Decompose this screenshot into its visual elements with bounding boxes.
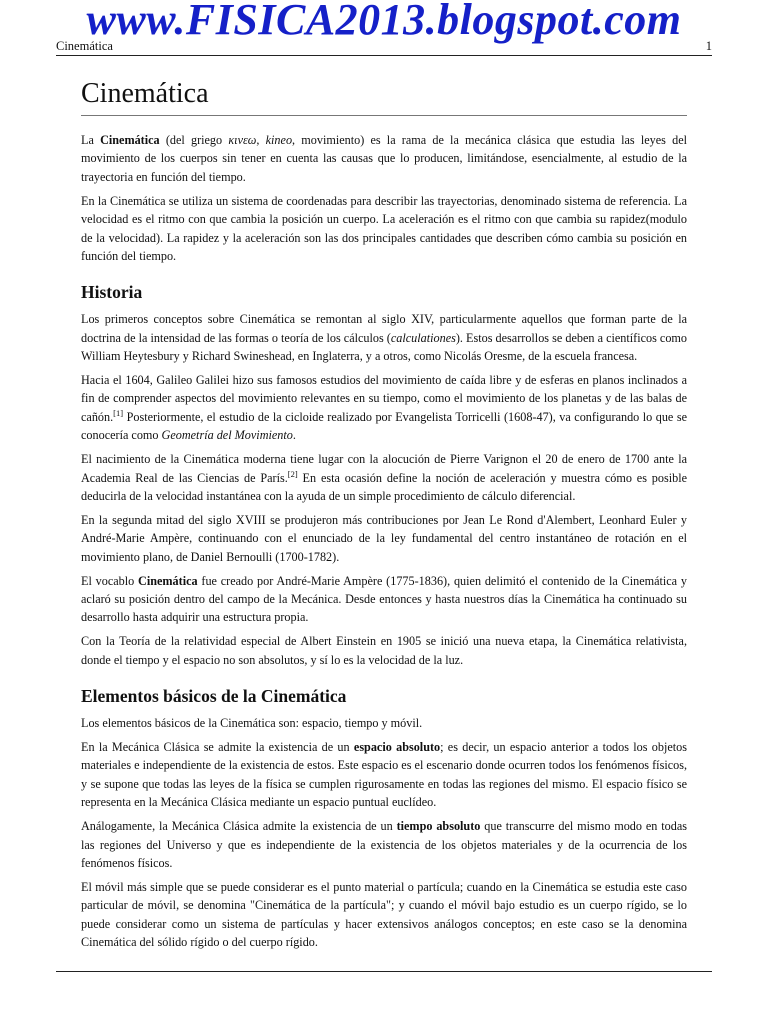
historia-paragraph-6: [81, 632, 687, 669]
header-divider: [56, 55, 712, 56]
text-run: La: [81, 133, 101, 147]
bold-term: Cinemática: [138, 573, 198, 588]
text-run: El móvil más simple que se puede considerar es el punto material o partícula; cuando en la Cinemática se estudia este caso particular de móvil, se denomina "Cinemática de la partícula"; y cuando el móvil bajo estudio es un cuerpo rígido, se lo puede considerar como un sistema de partículas y hacer extensivos análogos conceptos; en este caso se la denomina Cinemática del sólido rígido o del cuerpo rígido.: [81, 879, 687, 950]
italic-term: Geometría del Movimiento: [161, 428, 293, 443]
elementos-paragraph-2: [81, 738, 687, 812]
intro-paragraph-1: [81, 131, 687, 186]
italic-term: calculationes: [390, 330, 456, 345]
text-run: Con la Teoría de la relatividad especial de Albert Einstein en 1905 se inició una nueva etapa, la Cinemática relativista, donde el tiempo y el espacio no son absolutos, y sí lo es la velocidad de la luz.: [81, 634, 687, 667]
bold-term: tiempo absoluto: [396, 819, 481, 834]
article-title: Cinemática: [81, 76, 687, 116]
text-run: En la Cinemática se utiliza un sistema de coordenadas para describir las trayectorias, denominado sistema de referencia. La velocidad es el ritmo con que cambia la posición un cuerpo. La aceleración es el ritmo con que cambia su rapidez(modulo de la velocidad). La rapidez y la aceleración son las dos principales cantidades que describen cómo cambia su posición en función del tiempo.: [81, 193, 687, 263]
text-run: En esta ocasión define la noción de aceleración y muestra cómo es posible deducirla de la velocidad instantánea con la ayuda de un simple procedimiento de cálculo diferencial.: [81, 470, 687, 503]
text-run: ; es decir, un espacio anterior a todos los objetos materiales e independiente de la existencia de estos. Este espacio es el escenario donde ocurren todos los fenómenos físicos, y se supone que todas las leyes de la física se cumplen rigurosamente en todas las regiones del mismo. El espacio físico se representa en la Mecánica Clásica mediante un espacio puntual euclídeo.: [81, 740, 687, 810]
intro-paragraph-2: [81, 192, 687, 266]
bold-term: espacio absoluto: [353, 740, 441, 755]
section-heading-historia: Historia: [81, 282, 143, 303]
running-header-title: Cinemática: [56, 39, 113, 53]
italic-term: kineo: [265, 133, 293, 147]
elementos-paragraph-1: [81, 714, 687, 732]
historia-paragraph-4: [81, 511, 687, 566]
running-header: [56, 36, 712, 56]
text-run: (del griego: [159, 133, 229, 147]
text-run: El vocablo: [81, 573, 139, 588]
text-run: Análogamente, la Mecánica Clásica admite la existencia de un: [81, 819, 397, 834]
text-run: , movimiento) es la rama de la mecánica clásica que estudia las leyes del movimiento de los cuerpos sin tener en cuenta las causas que lo producen, limitándose, esencialmente, al estudio de la trayectoria en función del tiempo.: [81, 133, 688, 184]
text-run: Los elementos básicos de la Cinemática son: espacio, tiempo y móvil.: [81, 716, 423, 731]
citation-ref: [2]: [287, 468, 298, 479]
text-run: En la segunda mitad del siglo XVIII se produjeron más contribuciones por Jean Le Rond d'Alembert, Leonhard Euler y André-Marie Ampère, continuando con el enunciado de la ley fundamental del centro instantáneo de rotación en el movimiento plano, de Daniel Bernoulli (1700-1782).: [81, 512, 687, 564]
text-run: .: [292, 428, 296, 443]
footer-divider: [56, 971, 712, 972]
text-run: Hacia el 1604, Galileo Galilei hizo sus famosos estudios del movimiento de caída libre y de esferas en planos inclinados a fin de comprender aspectos del movimiento relevantes en su tiempo, como el movimiento de los planetas y de las balas de cañón.: [81, 373, 687, 424]
text-run: Posteriormente, el estudio de la cicloide realizado por Evangelista Torricelli (1608-47), va configurando lo que se conocería como: [81, 409, 687, 443]
citation-ref: [1]: [113, 407, 124, 418]
page-number: 1: [705, 39, 712, 53]
text-run: El nacimiento de la Cinemática moderna tiene lugar con la alocución de Pierre Varignon el 20 de enero de 1700 ante la Academia Real de las Ciencias de París.: [81, 452, 687, 485]
italic-term: κινεω: [228, 133, 257, 147]
watermark-blog-url: www.FISICA2013.blogspot.com: [86, 0, 682, 44]
text-run: que transcurre del mismo modo en todas las regiones del Universo y que es independiente de la existencia de los objetos materiales y de la ocurrencia de los fenómenos físicos.: [81, 819, 687, 870]
text-run: En la Mecánica Clásica se admite la existencia de un: [81, 740, 354, 755]
historia-paragraph-3: [81, 450, 687, 505]
text-run: fue creado por André-Marie Ampère (1775-1836), quien delimitó el contenido de la Cinemática y aclaró su posición dentro del campo de la Mecánica. Desde entonces y hasta nuestros días la Cinemática ha continuado su desarrollo hasta adquirir una estructura propia.: [81, 573, 687, 625]
text-run: ,: [256, 133, 266, 147]
article-body: [81, 70, 687, 952]
elementos-paragraph-3: [81, 817, 687, 872]
bold-term: Cinemática: [100, 133, 160, 147]
text-run: ). Estos desarrollos se deben a científicos como William Heytesbury y Richard Swineshead, en Inglaterra, y a otros, como Nicolás Oresme, de la escuela francesa.: [81, 330, 687, 364]
elementos-paragraph-4: [81, 878, 687, 952]
section-heading-elementos: Elementos básicos de la Cinemática: [81, 686, 347, 707]
historia-paragraph-1: [81, 310, 687, 365]
historia-paragraph-5: [81, 572, 687, 627]
historia-paragraph-2: [81, 371, 687, 445]
text-run: Los primeros conceptos sobre Cinemática se remontan al siglo XIV, particularmente aquellos que forman parte de la doctrina de la intensidad de las formas o teoría de los cálculos (: [81, 312, 687, 345]
